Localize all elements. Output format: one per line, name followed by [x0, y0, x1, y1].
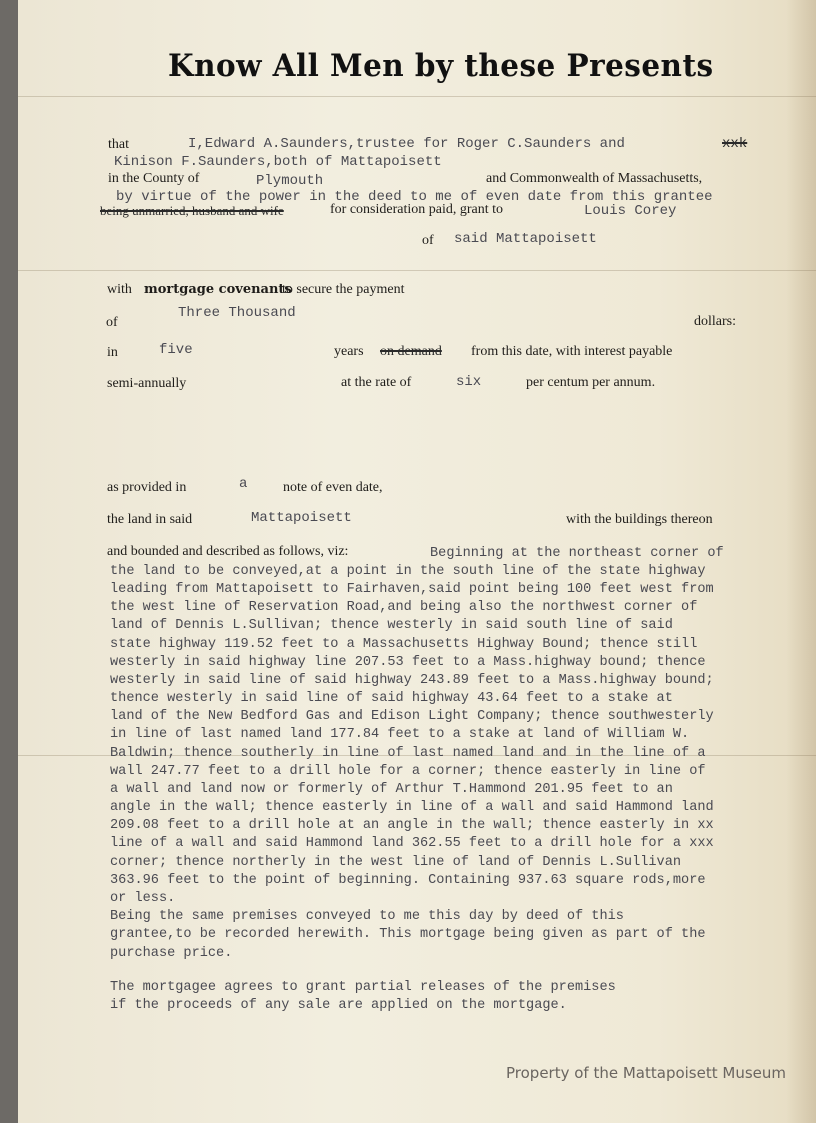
years-label: years [334, 344, 364, 359]
consideration-label: for consideration paid, grant to [330, 202, 504, 217]
description-line: corner; thence northerly in the west line of land of Dennis L.Sullivan [110, 855, 682, 870]
description-line: 363.96 feet to the point of beginning. Containing 937.63 square rods,more [110, 873, 706, 888]
that-label: that [108, 137, 129, 152]
bounded-label: and bounded and described as follows, viz: [107, 544, 349, 559]
of-label: of [422, 233, 434, 248]
page-edge-shadow [786, 0, 816, 1123]
per-annum-label: per centum per annum. [526, 375, 656, 390]
description-line: a wall and land now or formerly of Arthur T.Hammond 201.95 feet to an [110, 782, 673, 797]
mortgage-covenants-label: mortgage covenants [144, 282, 292, 297]
even-date-label: note of even date, [283, 480, 383, 495]
in-label: in [107, 345, 118, 360]
grantor-line-1: I,Edward A.Saunders,trustee for Roger C.Saunders and [188, 136, 625, 152]
rate-label: at the rate of [341, 375, 412, 390]
struck-text: xxk [722, 136, 748, 152]
description-line: the west line of Reservation Road,and being also the northwest corner of [110, 600, 698, 615]
description-line: or less. [110, 891, 176, 906]
struck-on-demand: on demand [380, 344, 442, 359]
land-place: Mattapoisett [251, 510, 352, 526]
description-line: westerly in said highway line 207.53 feet to a Mass.highway bound; thence [110, 655, 706, 670]
description-line: in line of last named land 177.84 feet to a stake at land of William W. [110, 727, 690, 742]
amount-value: Three Thousand [178, 305, 296, 321]
museum-watermark: Property of the Mattapoisett Museum [506, 1064, 786, 1082]
description-line: if the proceeds of any sale are applied on the mortgage. [110, 998, 567, 1013]
secure-payment-label: to secure the payment [282, 282, 405, 297]
with-label: with [107, 282, 132, 297]
provided-in-label: as provided in [107, 480, 187, 495]
description-line: Being the same premises conveyed to me this day by deed of this [110, 909, 624, 924]
interest-label: from this date, with interest payable [471, 344, 673, 359]
description-line: purchase price. [110, 946, 233, 961]
power-clause: by virtue of the power in the deed to me of even date from this grantee [116, 189, 713, 205]
county-label: in the County of [108, 171, 200, 186]
land-label: the land in said [107, 512, 193, 527]
description-line: angle in the wall; thence easterly in line of a wall and said Hammond land [110, 800, 714, 815]
document-heading: Know All Men by these Presents [168, 48, 714, 84]
buildings-label: with the buildings thereon [566, 512, 713, 527]
description-line: grantee,to be recorded herewith. This mortgage being given as part of the [110, 927, 706, 942]
fold-line [18, 96, 816, 97]
grantee-name: Louis Corey [584, 203, 677, 219]
description-line: land of the New Bedford Gas and Edison Light Company; thence southwesterly [110, 709, 714, 724]
description-line: line of a wall and said Hammond land 362.55 feet to a drill hole for a xxx [110, 836, 714, 851]
fold-line [18, 270, 816, 271]
rate-value: six [456, 374, 482, 390]
description-line: leading from Mattapoisett to Fairhaven,said point being 100 feet west from [110, 582, 714, 597]
description-line: The mortgagee agrees to grant partial releases of the premises [110, 980, 616, 995]
county-value: Plymouth [256, 173, 324, 189]
description-line: westerly in said line of said highway 243.89 feet to a Mass.highway bound; [110, 673, 714, 688]
grantee-place: said Mattapoisett [454, 231, 597, 247]
dollars-label: dollars: [694, 314, 736, 329]
description-line: wall 247.77 feet to a drill hole for a corner; thence easterly in line of [110, 764, 706, 779]
description-line: thence westerly in said line of said highway 43.64 feet to a stake at [110, 691, 673, 706]
grantor-line-2: Kinison F.Saunders,both of Mattapoisett [114, 154, 442, 170]
description-first-line: Beginning at the northeast corner of [430, 546, 724, 561]
semi-annually-label: semi-annually [107, 376, 187, 391]
description-line: land of Dennis L.Sullivan; thence westerly in said south line of said [110, 618, 673, 633]
struck-marital-status: being unmarried, husband and wife [100, 203, 284, 218]
amount-of-label: of [106, 315, 118, 330]
deed-page [18, 0, 816, 1123]
description-line: 209.08 feet to a drill hole at an angle in the wall; thence easterly in xx [110, 818, 714, 833]
years-value: five [159, 342, 193, 358]
description-line: state highway 119.52 feet to a Massachusetts Highway Bound; thence still [110, 637, 698, 652]
description-line: Baldwin; thence southerly in line of last named land and in the line of a [110, 746, 706, 761]
description-line: the land to be conveyed,at a point in the south line of the state highway [110, 564, 706, 579]
note-article: a [239, 476, 248, 492]
commonwealth-label: and Commonwealth of Massachusetts, [486, 171, 703, 186]
